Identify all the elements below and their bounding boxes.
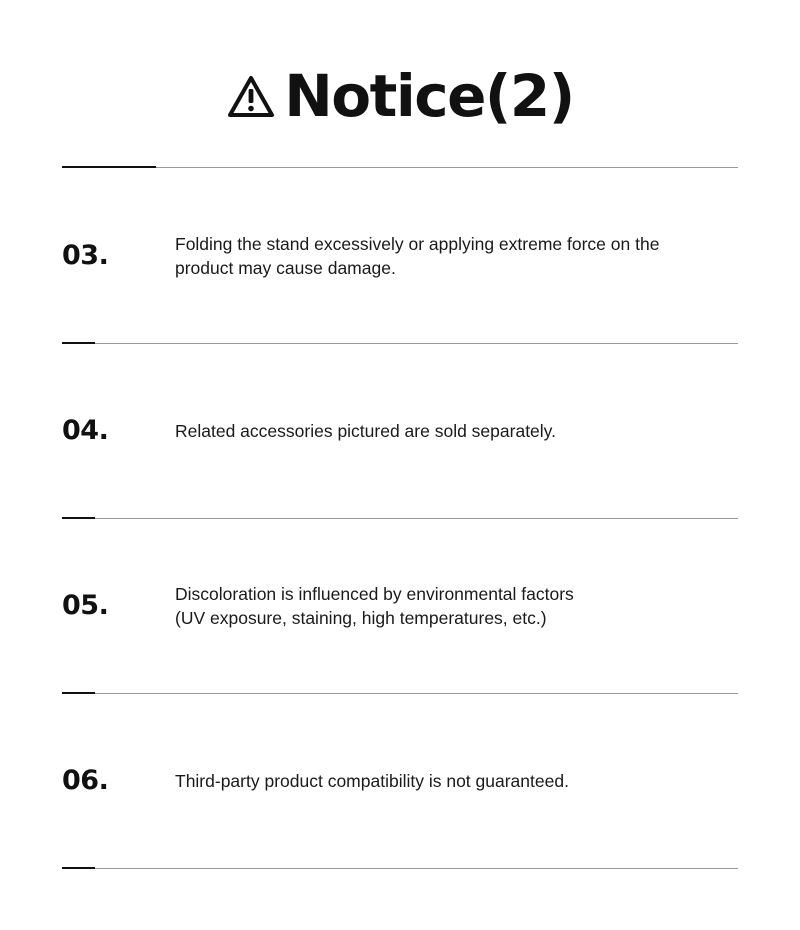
notice-text: Discoloration is influenced by environmental factors (UV exposure, staining, high temperatures, etc.): [175, 584, 574, 628]
notice-text: Folding the stand excessively or applying extreme force on the product may cause damage.: [175, 234, 660, 278]
notice-header: [0, 60, 800, 132]
section-divider: [62, 518, 738, 519]
section-divider-accent: [62, 342, 95, 344]
section-divider: [62, 868, 738, 869]
notice-number: 06.: [62, 765, 109, 796]
notice-text: Related accessories pictured are sold separately.: [175, 421, 556, 441]
notice-number: 03.: [62, 240, 109, 271]
header-divider-accent: [62, 166, 156, 168]
section-divider-accent: [62, 517, 95, 519]
notice-number: 04.: [62, 415, 109, 446]
notice-text: Third-party product compatibility is not guaranteed.: [175, 771, 569, 791]
section-divider-accent: [62, 867, 95, 869]
section-divider-accent: [62, 692, 95, 694]
section-divider: [62, 343, 738, 344]
warning-triangle-icon: [226, 74, 276, 120]
notice-number: 05.: [62, 590, 109, 621]
section-divider: [62, 693, 738, 694]
page-title: Notice(2): [284, 62, 574, 130]
header-divider: [62, 167, 738, 168]
